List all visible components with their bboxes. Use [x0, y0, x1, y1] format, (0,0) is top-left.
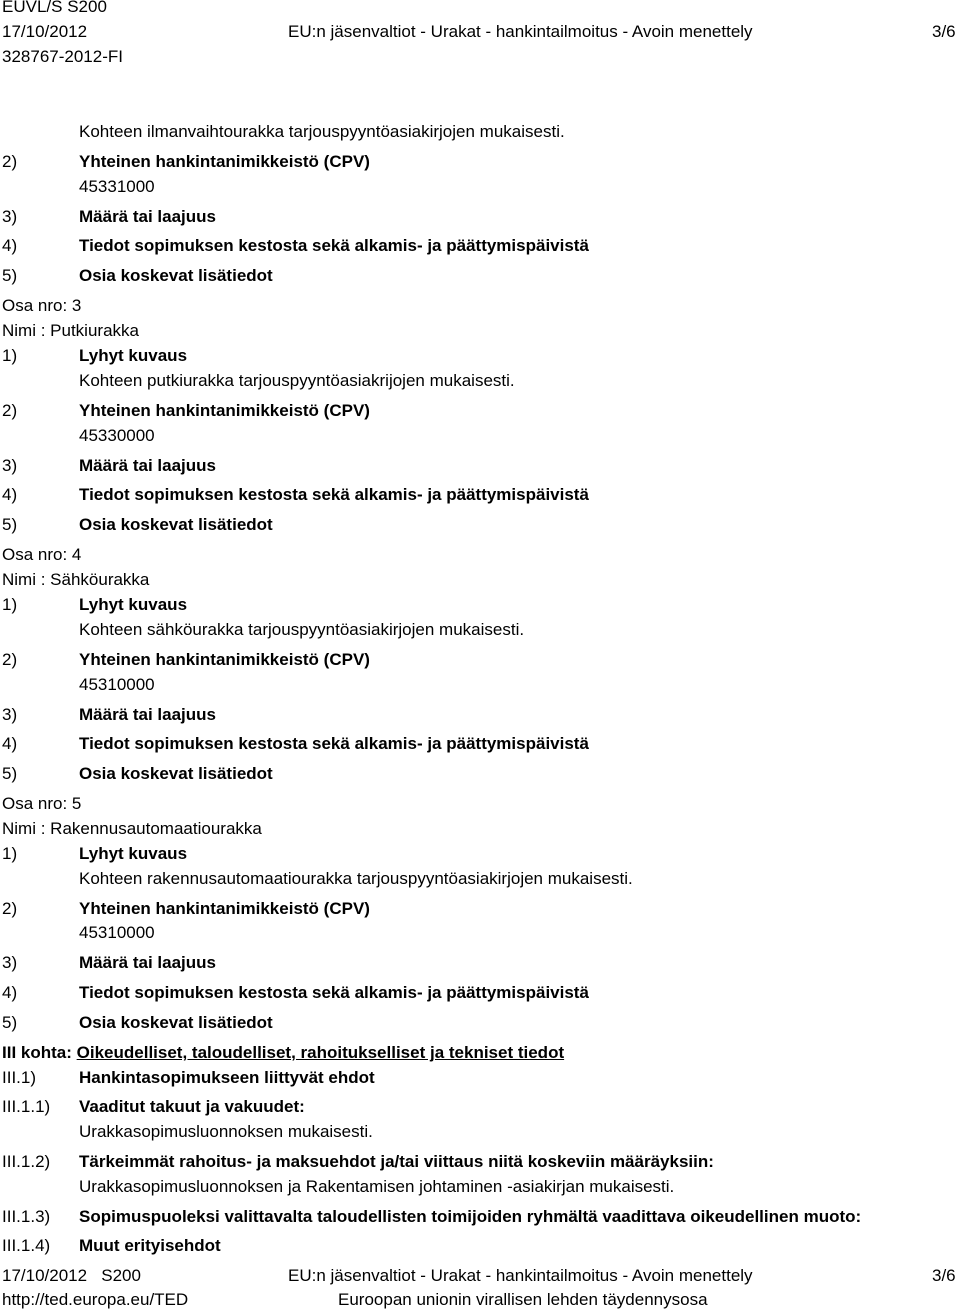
lot2-description: Kohteen ilmanvaihtourakka tarjouspyyntöasiakirjojen mukaisesti. [79, 122, 565, 141]
lot5-info-num: 5) [2, 1013, 18, 1032]
footer-title: EU:n jäsenvaltiot - Urakat - hankintailmoitus - Avoin menettely [288, 1266, 753, 1285]
footer-date-series: 17/10/2012 S200 [2, 1266, 141, 1285]
s314-num: III.1.4) [2, 1236, 51, 1255]
lot2-quantity-label: Määrä tai laajuus [79, 207, 217, 226]
lot2-quantity-num: 3) [2, 207, 18, 226]
lot3-quantity-label: Määrä tai laajuus [79, 456, 217, 475]
lot5-short-desc-label: Lyhyt kuvaus [79, 844, 188, 863]
lot4-description: Kohteen sähköurakka tarjouspyyntöasiakirjojen mukaisesti. [79, 620, 525, 639]
lot3-name: Nimi : Putkiurakka [2, 321, 139, 340]
lot5-name: Nimi : Rakennusautomaatiourakka [2, 819, 262, 838]
form-code: EUVL/S S200 [2, 0, 107, 16]
lot3-short-desc-label: Lyhyt kuvaus [79, 346, 188, 365]
footer-publication: Euroopan unionin virallisen lehden täydennysosa [338, 1290, 708, 1309]
lot2-info-label: Osia koskevat lisätiedot [79, 266, 273, 285]
lot5-cpv-code: 45310000 [79, 923, 155, 942]
lot4-name: Nimi : Sähköurakka [2, 570, 150, 589]
header-title: EU:n jäsenvaltiot - Urakat - hankintailmoitus - Avoin menettely [288, 22, 753, 41]
lot2-cpv-code: 45331000 [79, 177, 155, 196]
s31-num: III.1) [2, 1068, 37, 1087]
lot3-duration-label: Tiedot sopimuksen kestosta sekä alkamis- ja päättymispäivistä [79, 485, 589, 504]
lot2-info-num: 5) [2, 266, 18, 285]
s312-value: Urakkasopimusluonnoksen ja Rakentamisen johtaminen -asiakirjan mukaisesti. [79, 1177, 675, 1196]
lot4-number: Osa nro: 4 [2, 545, 82, 564]
lot5-short-desc-num: 1) [2, 844, 18, 863]
lot5-description: Kohteen rakennusautomaatiourakka tarjouspyyntöasiakirjojen mukaisesti. [79, 869, 633, 888]
lot5-duration-label: Tiedot sopimuksen kestosta sekä alkamis- ja päättymispäivistä [79, 983, 589, 1002]
lot5-duration-num: 4) [2, 983, 18, 1002]
lot5-info-label: Osia koskevat lisätiedot [79, 1013, 273, 1032]
lot5-quantity-num: 3) [2, 953, 18, 972]
header-page-number: 3/6 [932, 22, 956, 41]
section3-heading [2, 1043, 564, 1063]
s314-label: Muut erityisehdot [79, 1236, 221, 1255]
lot4-short-desc-num: 1) [2, 595, 18, 614]
s313-label: Sopimuspuoleksi valittavalta taloudellisten toimijoiden ryhmältä vaadittava oikeudellinen muoto: [79, 1207, 862, 1226]
lot3-info-label: Osia koskevat lisätiedot [79, 515, 273, 534]
lot4-short-desc-label: Lyhyt kuvaus [79, 595, 188, 614]
header-date: 17/10/2012 [2, 22, 88, 41]
lot4-info-label: Osia koskevat lisätiedot [79, 764, 273, 783]
lot2-cpv-label: Yhteinen hankintanimikkeistö (CPV) [79, 152, 370, 171]
lot4-cpv-num: 2) [2, 650, 18, 669]
section3-heading-label: III kohta: [2, 1043, 72, 1062]
s31-label: Hankintasopimukseen liittyvät ehdot [79, 1068, 375, 1087]
lot3-info-num: 5) [2, 515, 18, 534]
lot4-quantity-num: 3) [2, 705, 18, 724]
lot3-short-desc-num: 1) [2, 346, 18, 365]
s311-label: Vaaditut takuut ja vakuudet: [79, 1097, 305, 1116]
lot4-duration-num: 4) [2, 734, 18, 753]
lot3-quantity-num: 3) [2, 456, 18, 475]
lot5-quantity-label: Määrä tai laajuus [79, 953, 217, 972]
footer-url[interactable]: http://ted.europa.eu/TED [2, 1290, 189, 1309]
lot2-duration-label: Tiedot sopimuksen kestosta sekä alkamis- ja päättymispäivistä [79, 236, 589, 255]
s312-label: Tärkeimmät rahoitus- ja maksuehdot ja/tai viittaus niitä koskeviin määräyksiin: [79, 1152, 714, 1171]
lot4-quantity-label: Määrä tai laajuus [79, 705, 217, 724]
lot5-cpv-num: 2) [2, 899, 18, 918]
s312-num: III.1.2) [2, 1152, 51, 1171]
lot4-cpv-label: Yhteinen hankintanimikkeistö (CPV) [79, 650, 370, 669]
lot4-duration-label: Tiedot sopimuksen kestosta sekä alkamis- ja päättymispäivistä [79, 734, 589, 753]
s313-num: III.1.3) [2, 1207, 51, 1226]
lot3-number: Osa nro: 3 [2, 296, 82, 315]
lot3-duration-num: 4) [2, 485, 18, 504]
section3-heading-text: Oikeudelliset, taloudelliset, rahoitukselliset ja tekniset tiedot [76, 1043, 565, 1062]
notice-id: 328767-2012-FI [2, 47, 123, 66]
lot3-cpv-num: 2) [2, 401, 18, 420]
lot4-info-num: 5) [2, 764, 18, 783]
lot2-duration-num: 4) [2, 236, 18, 255]
lot2-cpv-num: 2) [2, 152, 18, 171]
lot3-cpv-code: 45330000 [79, 426, 155, 445]
lot3-cpv-label: Yhteinen hankintanimikkeistö (CPV) [79, 401, 370, 420]
s311-num: III.1.1) [2, 1097, 51, 1116]
lot5-number: Osa nro: 5 [2, 794, 82, 813]
lot3-description: Kohteen putkiurakka tarjouspyyntöasiakrijojen mukaisesti. [79, 371, 515, 390]
lot5-cpv-label: Yhteinen hankintanimikkeistö (CPV) [79, 899, 370, 918]
lot4-cpv-code: 45310000 [79, 675, 155, 694]
s311-value: Urakkasopimusluonnoksen mukaisesti. [79, 1122, 373, 1141]
footer-page-number: 3/6 [932, 1266, 956, 1285]
